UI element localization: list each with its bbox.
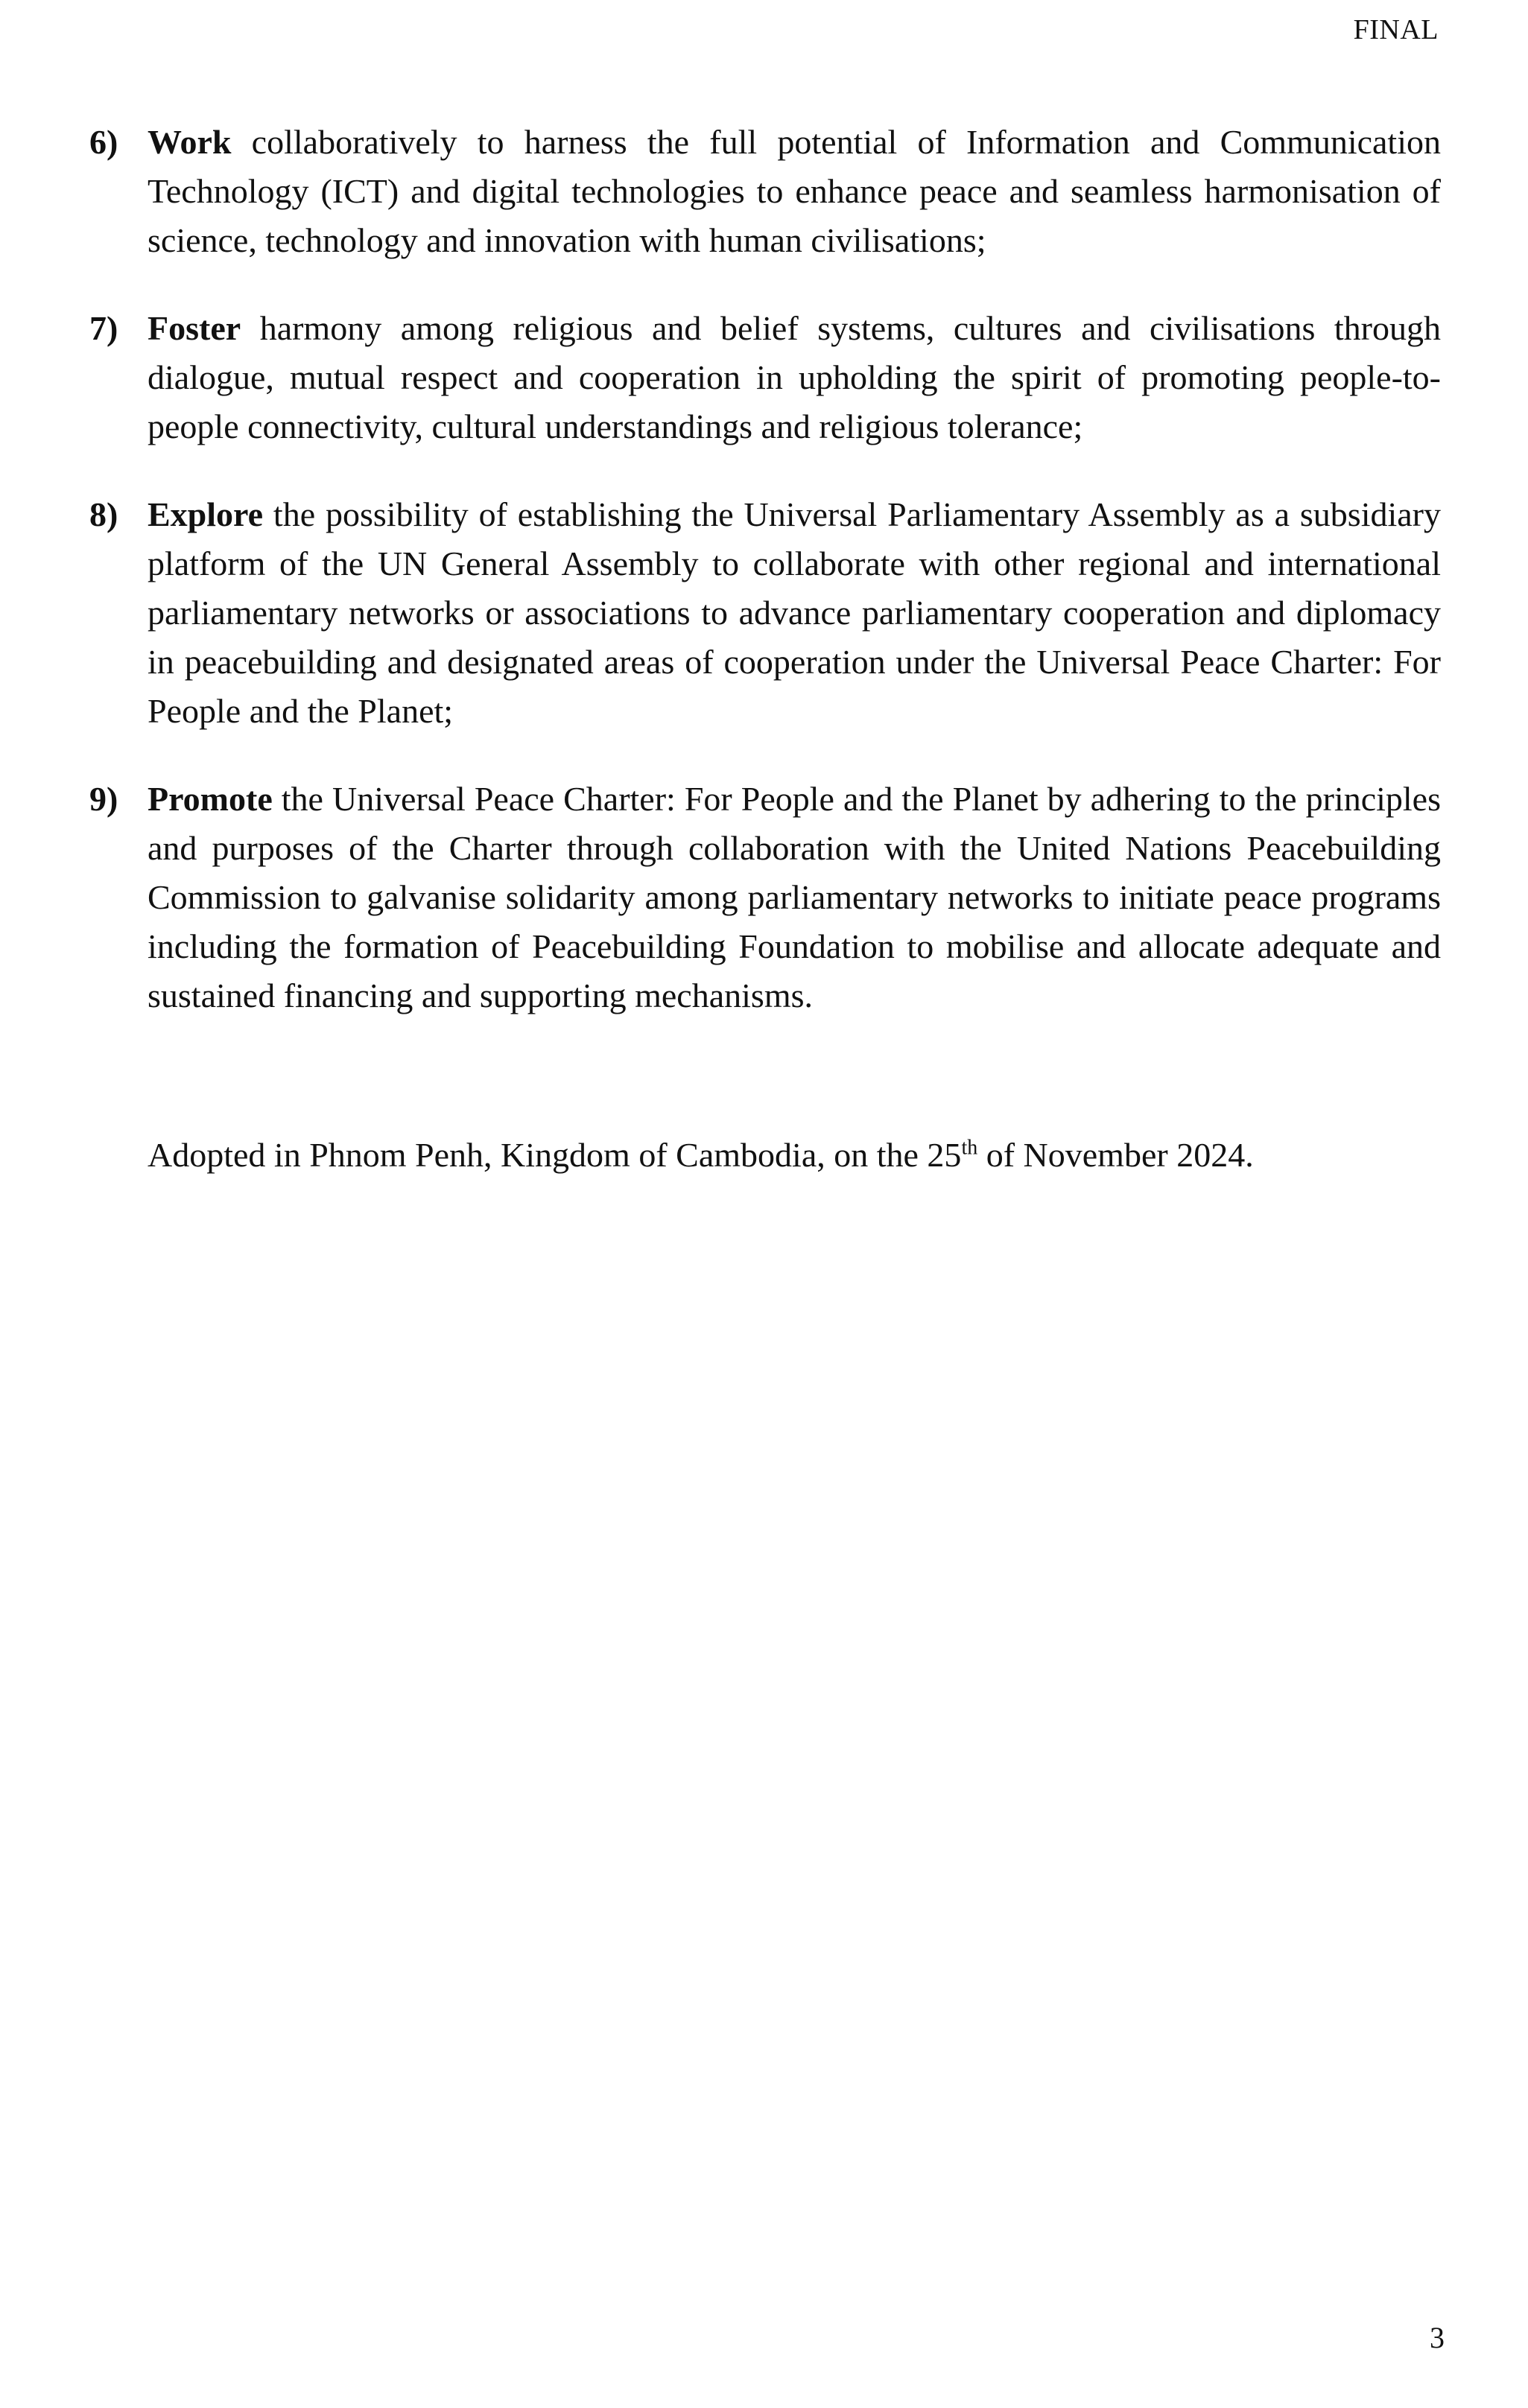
item-text — [148, 775, 1441, 1020]
adoption-ordinal-suffix: th — [961, 1136, 978, 1160]
item-number: 7) — [89, 309, 118, 347]
page-number: 3 — [1430, 2321, 1445, 2354]
document-status-label: FINAL — [1353, 14, 1439, 45]
adoption-statement — [148, 1131, 1254, 1180]
item-text — [148, 118, 1441, 265]
item-body: the possibility of establishing the Universal Parliamentary Assembly as a subsidiary platform of the UN General Assembly to collaborate with other regional and international parliamentary networks or associations to advance parliamentary cooperation and diplomacy in peacebuilding and designated areas of cooperation under the Universal Peace Charter: For People and the Planet; — [148, 495, 1441, 730]
resolution-item-7 — [89, 304, 1441, 451]
item-keyword: Explore — [148, 495, 264, 533]
resolution-item-9 — [89, 775, 1441, 1020]
item-number: 6) — [89, 123, 118, 161]
adoption-text-before: Adopted in Phnom Penh, Kingdom of Cambodia, on the 25 — [148, 1136, 962, 1174]
resolution-items — [89, 118, 1441, 1059]
item-keyword: Work — [148, 123, 232, 161]
item-body: harmony among religious and belief systems, cultures and civilisations through dialogue, mutual respect and cooperation in upholding the spirit of promoting people-to-people connectivity, cultural understandings and religious tolerance; — [148, 309, 1441, 445]
adoption-text-after: of November 2024. — [977, 1136, 1254, 1174]
item-text — [148, 304, 1441, 451]
item-number: 9) — [89, 780, 118, 818]
item-text — [148, 490, 1441, 736]
resolution-item-8 — [89, 490, 1441, 736]
item-number: 8) — [89, 495, 118, 533]
item-body: collaboratively to harness the full potential of Information and Communication Technology (ICT) and digital technologies to enhance peace and seamless harmonisation of science, technology and innovation with human civilisations; — [148, 123, 1441, 259]
item-keyword: Foster — [148, 309, 241, 347]
item-keyword: Promote — [148, 780, 273, 818]
item-body: the Universal Peace Charter: For People and the Planet by adhering to the principles and purposes of the Charter through collaboration with the United Nations Peacebuilding Commission to galvanise solidarity among parliamentary networks to initiate peace programs including the formation of Peacebuilding Foundation to mobilise and allocate adequate and sustained financing and supporting mechanisms. — [148, 780, 1441, 1014]
resolution-item-6 — [89, 118, 1441, 265]
